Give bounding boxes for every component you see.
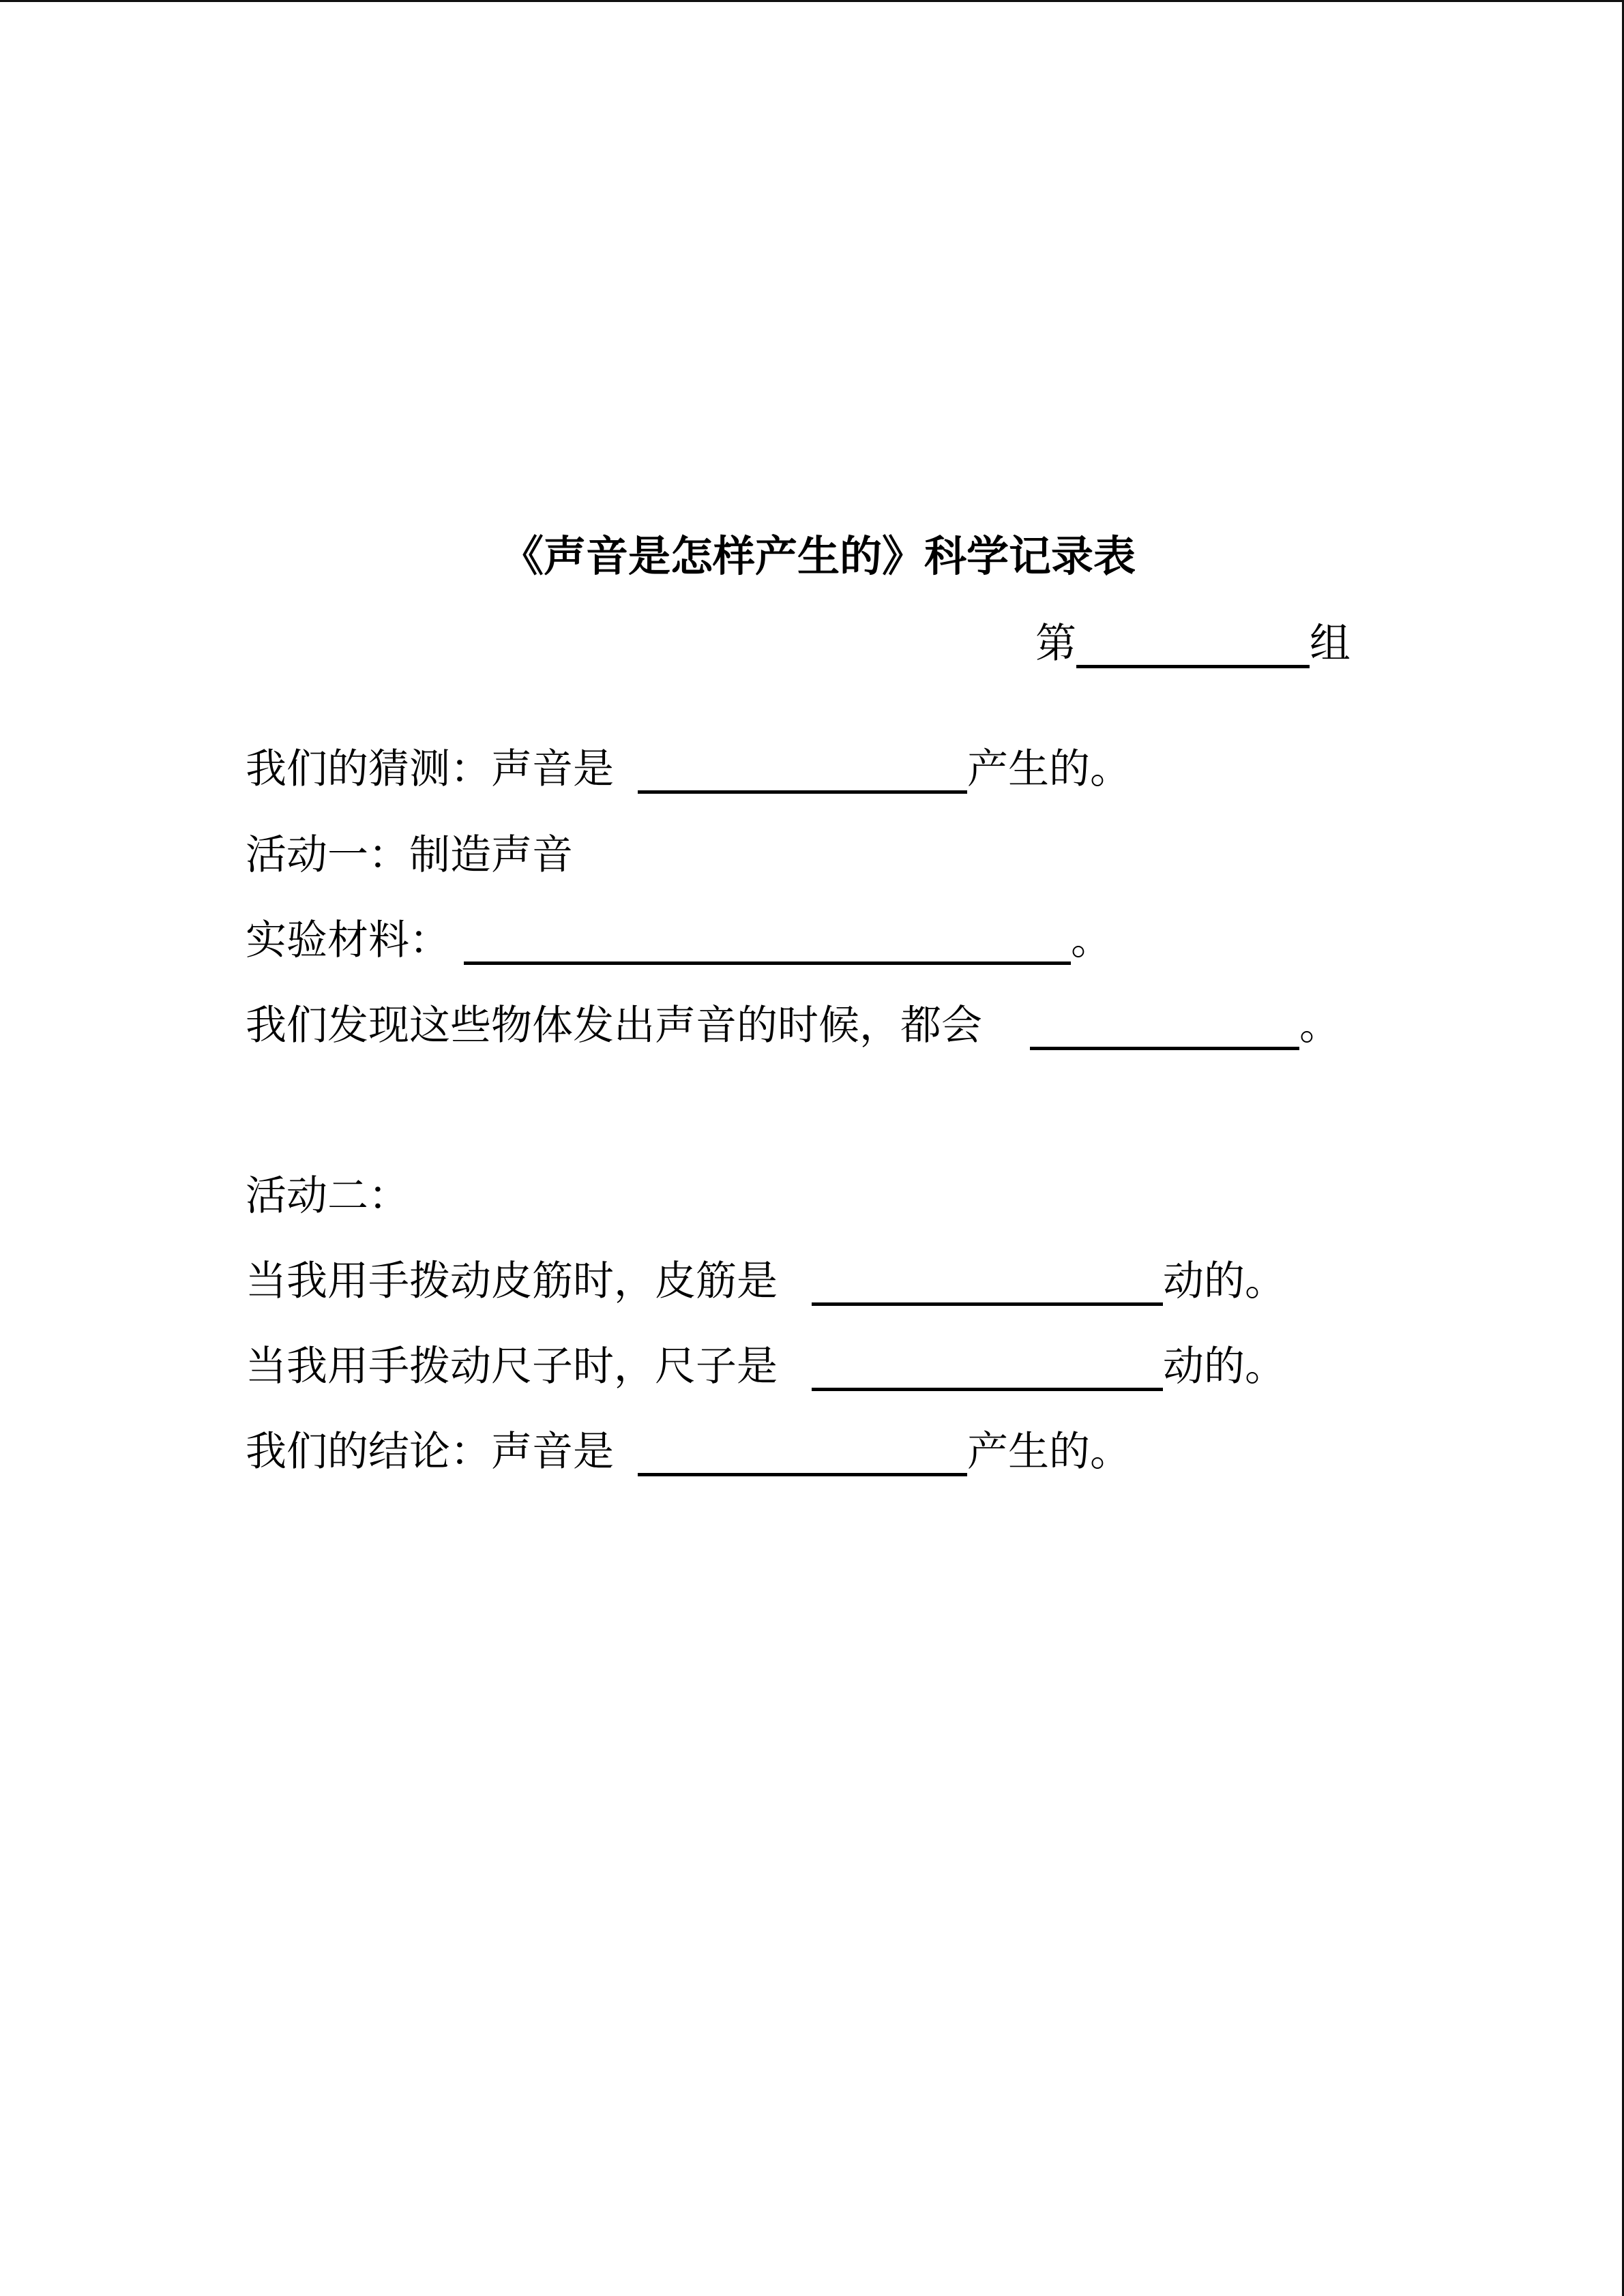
materials-blank[interactable] (464, 924, 1071, 965)
group-number-row (1035, 622, 1350, 666)
rubber-band-suffix: 动的。 (1163, 1257, 1286, 1305)
group-prefix: 第 (1035, 620, 1076, 668)
materials-label: 实验材料： (246, 916, 450, 964)
activity-one-heading-text: 活动一：制造声音 (246, 831, 573, 879)
activity-one-heading (246, 833, 573, 877)
conclusion-row (246, 1430, 1131, 1474)
finding-blank[interactable] (1030, 1009, 1299, 1050)
finding-row (246, 1004, 1340, 1047)
finding-label: 我们发现这些物体发出声音的时候，都会 (246, 1002, 982, 1049)
finding-suffix: 。 (1299, 1002, 1340, 1049)
group-number-blank[interactable] (1076, 627, 1310, 668)
rubber-band-blank[interactable] (812, 1265, 1163, 1306)
rubber-band-row (246, 1259, 1286, 1303)
page-title (501, 531, 1136, 581)
hypothesis-suffix: 产生的。 (967, 745, 1131, 793)
hypothesis-blank[interactable] (638, 753, 967, 794)
ruler-label: 当我用手拨动尺子时，尺子是 (246, 1343, 778, 1390)
conclusion-suffix: 产生的。 (967, 1428, 1131, 1476)
title-text: 《声音是怎样产生的》科学记录表 (501, 531, 1136, 581)
materials-row (246, 916, 1112, 964)
ruler-row (246, 1345, 1286, 1388)
hypothesis-label: 我们的猜测：声音是 (246, 745, 614, 793)
hypothesis-row (246, 747, 1131, 791)
group-suffix: 组 (1310, 620, 1350, 668)
page-border-top (0, 0, 1624, 2)
materials-suffix: 。 (1071, 916, 1112, 964)
ruler-blank[interactable] (812, 1350, 1163, 1391)
activity-two-heading-text: 活动二： (246, 1172, 409, 1220)
conclusion-label: 我们的结论：声音是 (246, 1428, 614, 1476)
conclusion-blank[interactable] (638, 1435, 967, 1476)
activity-two-heading (246, 1174, 409, 1218)
rubber-band-label: 当我用手拨动皮筋时，皮筋是 (246, 1257, 778, 1305)
ruler-suffix: 动的。 (1163, 1343, 1286, 1390)
